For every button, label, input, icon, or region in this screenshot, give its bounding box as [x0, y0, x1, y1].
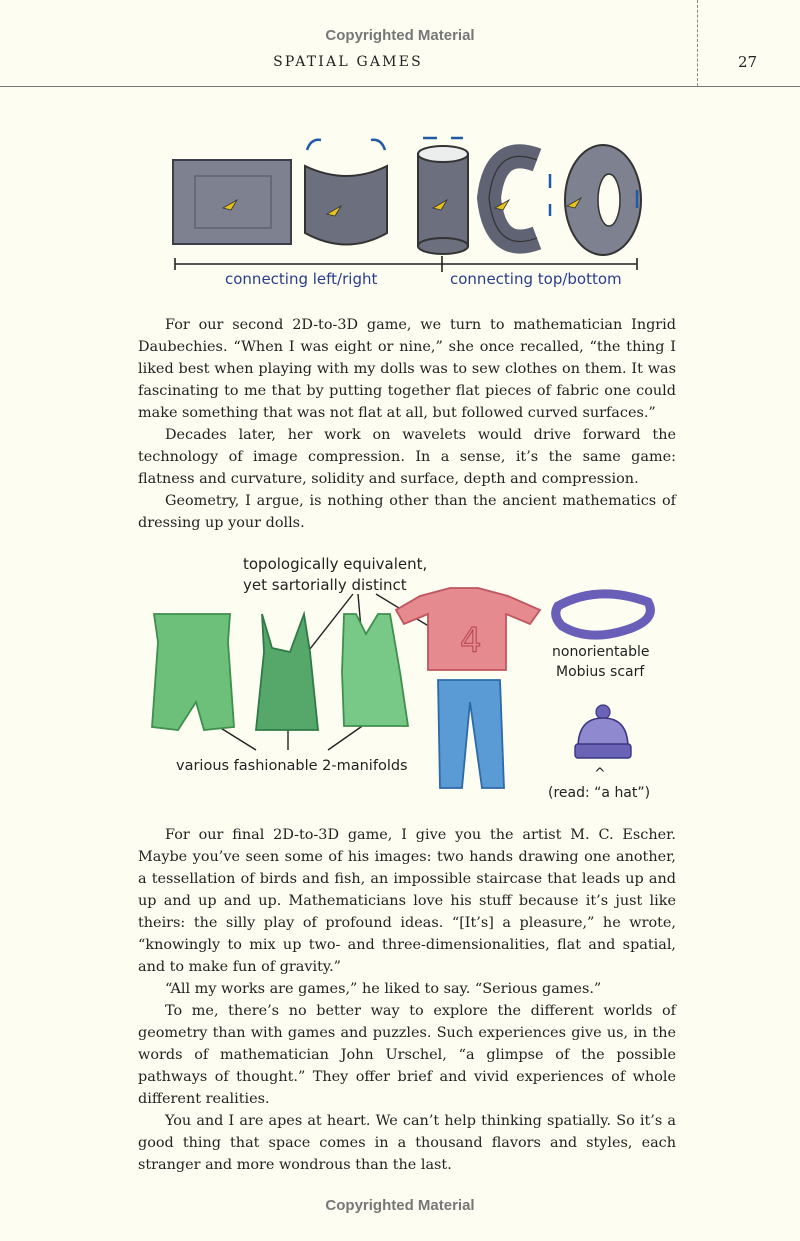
- bending-tube-drawing: [489, 156, 550, 241]
- jersey-shirt-drawing: [396, 588, 540, 670]
- paragraph: You and I are apes at heart. We can’t help thinking spatially. So it’s a good thing that space comes in a thousand flavors and styles, each stranger and more wondrous than the last.: [138, 1113, 676, 1173]
- beanie-hat-drawing: [575, 705, 631, 758]
- halter-dress-drawing: [256, 614, 318, 730]
- header-rule: [0, 86, 800, 87]
- paragraph: For our final 2D-to-3D game, I give you the artist M. C. Escher. Maybe you’ve seen some of his images: two hands drawing one another, a tessellation of birds and fish, an impossible staircase that leads up and up and up and up. Mathematicians love his stuff because it’s just like theirs: the silly play of profound ideas. “[It’s] a pleasure,” he wrote, “knowingly to mix up two- and three-dimensionalities, flat and spatial, and to make fun of gravity.”: [138, 827, 676, 975]
- curl-arrow-icon: [307, 140, 321, 150]
- paragraph: Decades later, her work on wavelets would drive forward the technology of image compression. In a sense, it’s the same game: flatness and curvature, solidity and surface, depth and compression.: [138, 427, 676, 487]
- strapless-dress-drawing: [152, 614, 234, 730]
- mobius-scarf-drawing: [556, 594, 651, 635]
- label-connecting-left-right: connecting left/right: [225, 270, 378, 288]
- jeans-drawing: [438, 680, 504, 788]
- curving-sheet-drawing: [305, 140, 387, 245]
- copyright-watermark-bottom: Copyrighted Material: [325, 1197, 475, 1214]
- copyright-watermark-top: Copyrighted Material: [325, 27, 475, 44]
- label-nonorientable: nonorientable: [552, 644, 650, 660]
- body-text-top: [138, 314, 676, 534]
- label-mobius-scarf: Mobius scarf: [556, 664, 645, 680]
- label-read-a-hat: (read: “a hat”): [548, 785, 651, 801]
- clothing-manifolds-illustration: [138, 552, 678, 804]
- paragraph: “All my works are games,” he liked to say. “Serious games.”: [165, 981, 602, 997]
- body-text-bottom: [138, 824, 676, 1176]
- label-sartorially-distinct: yet sartorially distinct: [243, 576, 407, 594]
- paragraph: For our second 2D-to-3D game, we turn to mathematician Ingrid Daubechies. “When I was eight or nine,” she once recalled, “the thing I liked best when playing with my dolls was to sew clothes on them. It was fascinating to me that by putting together flat pieces of fabric one could make something that was not flat at all, but followed curved surfaces.”: [138, 317, 676, 421]
- cylinder-drawing: [418, 138, 468, 254]
- paragraph: Geometry, I argue, is nothing other than the ancient mathematics of dressing up your dolls.: [138, 493, 676, 531]
- paragraph: To me, there’s no better way to explore the different worlds of geometry than with games and puzzles. Such experiences give us, in the words of mathematician John Urschel, “a glimpse of the possible pathways of thought.” They offer brief and vivid experiences of whole different realities.: [138, 1003, 676, 1107]
- header-dashed-divider: [697, 0, 698, 86]
- running-head: SPATIAL GAMES: [273, 54, 423, 70]
- flat-square-drawing: [173, 160, 291, 244]
- sheath-dress-drawing: [342, 614, 408, 726]
- torus-drawing: [565, 145, 641, 255]
- page-number: 27: [738, 53, 758, 71]
- callout-lines: [203, 594, 463, 750]
- shirt-number: 4: [460, 621, 482, 661]
- torus-construction-illustration: [165, 128, 645, 293]
- hat-caret: ^: [594, 766, 606, 782]
- label-various-2-manifolds: various fashionable 2-manifolds: [176, 758, 408, 774]
- label-topologically-equivalent: topologically equivalent,: [243, 555, 428, 573]
- label-connecting-top-bottom: connecting top/bottom: [450, 270, 622, 288]
- curl-arrow-icon: [371, 140, 385, 150]
